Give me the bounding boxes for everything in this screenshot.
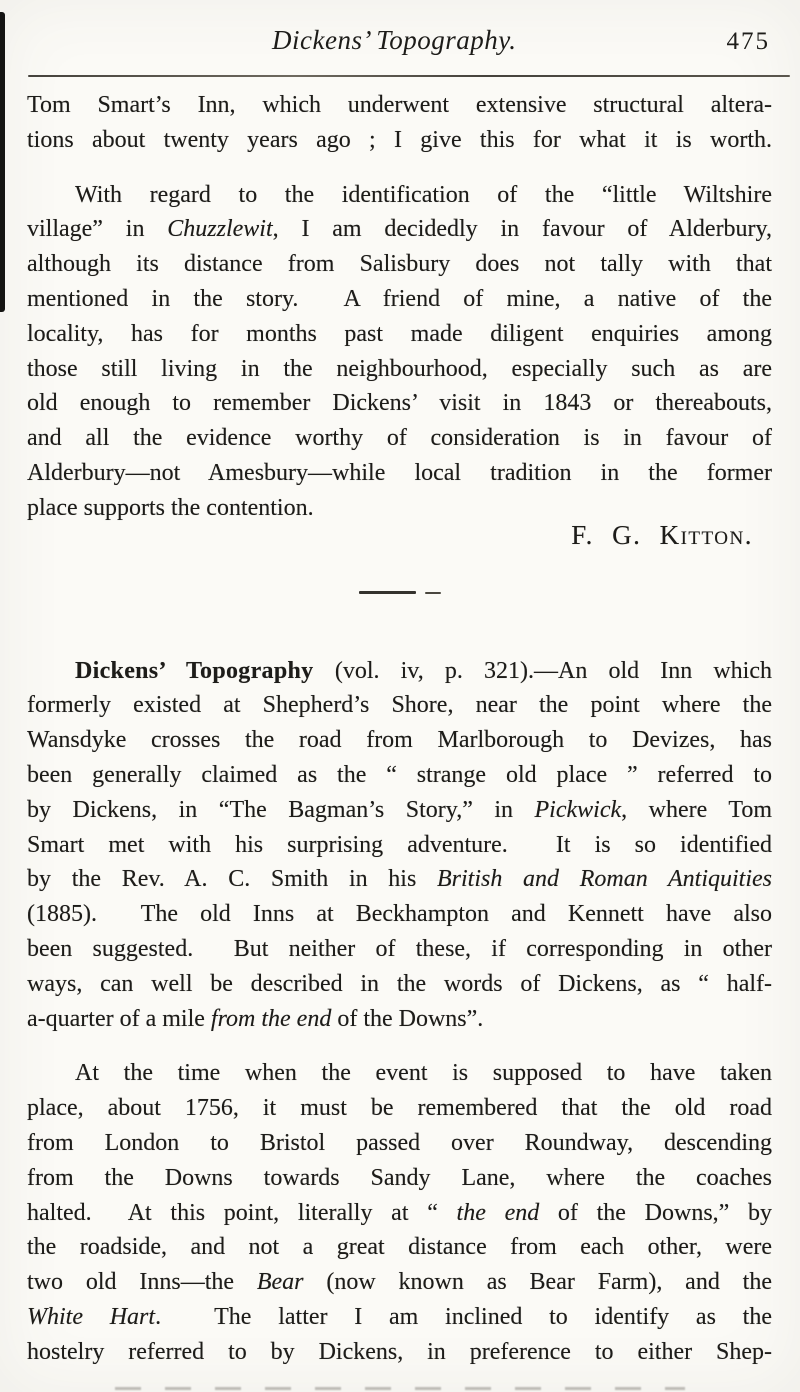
text-line — [27, 212, 772, 247]
text-segment: although its distance from Salisbury does not tally with that — [27, 251, 772, 278]
text-line — [27, 967, 772, 1002]
text-line — [27, 282, 772, 317]
text-segment: (now known as Bear Farm), and the — [303, 1269, 772, 1296]
text-segment: of the Downs,” by — [539, 1199, 773, 1226]
paragraph — [27, 654, 772, 1037]
text-line — [27, 688, 772, 723]
scan-artifact-bottom-edge — [115, 1387, 685, 1390]
italic-text: Chuzzlewit — [167, 216, 273, 243]
page-number: 475 — [726, 28, 770, 55]
text-segment: Wansdyke crosses the road from Marlborough to Devizes, has — [27, 727, 772, 754]
text-line — [27, 317, 772, 352]
text-line — [27, 1126, 772, 1161]
text-line — [27, 88, 772, 123]
text-line — [27, 1300, 772, 1335]
text-line — [27, 1091, 772, 1126]
text-line — [27, 123, 772, 158]
section-divider — [27, 590, 772, 596]
bold-text: Dickens’ Topography — [75, 657, 335, 684]
text-line — [27, 1335, 772, 1370]
text-line — [27, 386, 772, 421]
paragraph — [27, 88, 772, 158]
text-line — [27, 421, 772, 456]
scan-artifact-left-edge — [0, 12, 5, 312]
italic-text: the end — [456, 1199, 540, 1226]
text-line — [27, 723, 772, 758]
italic-text: British and Roman Antiquities — [437, 866, 772, 893]
text-segment: With regard to the identification of the “little Wiltshire — [75, 181, 772, 208]
text-segment: been suggested. But neither of these, if corresponding in other — [27, 935, 772, 962]
text-line — [27, 758, 772, 793]
text-segment: mentioned in the story. A friend of mine, a native of the — [27, 285, 772, 312]
text-line — [27, 1161, 772, 1196]
text-segment: Smart met with his surprising adventure. It is so identified — [27, 831, 772, 858]
divider-dash-short — [425, 592, 441, 594]
text-segment: by Dickens, in “The Bagman’s Story,” in — [27, 796, 535, 823]
paragraph — [27, 178, 772, 526]
text-line — [27, 1230, 772, 1265]
text-line — [27, 1056, 772, 1091]
text-line — [27, 654, 772, 689]
italic-text: Bear — [256, 1269, 304, 1296]
paragraph — [27, 1056, 772, 1369]
text-line — [27, 793, 772, 828]
text-segment: tions about twenty years ago ; I give this for what it is worth. — [27, 126, 772, 153]
text-line — [27, 862, 772, 897]
text-segment: , I am decidedly in favour of Alderbury, — [272, 216, 772, 243]
text-segment: Alderbury—not Amesbury—while local tradition in the former — [27, 459, 772, 486]
italic-text: from the end — [210, 1005, 332, 1032]
text-segment: hostelry referred to by Dickens, in preference to either Shep- — [27, 1338, 772, 1365]
text-segment: village” in — [27, 216, 168, 243]
text-line — [27, 178, 772, 213]
text-line — [27, 1002, 772, 1037]
text-segment: At the time when the event is supposed to have taken — [75, 1060, 772, 1087]
text-segment: place, about 1756, it must be remembered that the old road — [27, 1095, 772, 1122]
text-line — [27, 247, 772, 282]
text-line — [27, 897, 772, 932]
text-segment: a-quarter of a mile — [27, 1005, 211, 1032]
text-segment: Tom Smart’s Inn, which underwent extensive structural altera- — [27, 92, 772, 118]
text-segment: . The latter I am inclined to identify as the — [155, 1303, 772, 1330]
text-segment: those still living in the neighbourhood, especially such as are — [27, 355, 772, 382]
text-segment: by the Rev. A. C. Smith in his — [27, 866, 438, 893]
text-segment: been generally claimed as the “ strange old place ” referred to — [27, 761, 772, 788]
text-segment: the roadside, and not a great distance from each other, were — [27, 1234, 772, 1261]
running-header-title: Dickens’ Topography. — [272, 25, 517, 55]
text-line — [27, 828, 772, 863]
document-body — [27, 88, 772, 1370]
italic-text: Pickwick — [534, 796, 622, 823]
text-segment: (1885). The old Inns at Beckhampton and Kennett have also — [27, 901, 772, 928]
text-segment: old enough to remember Dickens’ visit in 1843 or thereabouts, — [27, 390, 772, 417]
italic-text: White Hart — [27, 1303, 156, 1330]
text-line — [27, 932, 772, 967]
text-segment: , where Tom — [621, 796, 772, 823]
text-segment: formerly existed at Shepherd’s Shore, near the point where the — [27, 692, 772, 719]
text-segment: locality, has for months past made diligent enquiries among — [27, 320, 772, 347]
text-segment: of the Downs”. — [331, 1005, 484, 1032]
text-segment: from London to Bristol passed over Roundway, descending — [27, 1129, 772, 1156]
text-segment: place supports the contention. — [27, 494, 314, 521]
text-line — [27, 352, 772, 387]
divider-dash-long — [359, 591, 416, 594]
text-segment: ways, can well be described in the words of Dickens, as “ half- — [27, 970, 772, 997]
header-rule — [28, 75, 790, 77]
text-line — [27, 1196, 772, 1231]
text-segment: two old Inns—the — [27, 1269, 257, 1296]
text-line — [27, 456, 772, 491]
text-segment: halted. At this point, literally at “ — [27, 1199, 457, 1226]
text-line — [27, 1265, 772, 1300]
text-segment: from the Downs towards Sandy Lane, where the coaches — [27, 1164, 772, 1191]
text-segment: and all the evidence worthy of consideration is in favour of — [27, 425, 772, 452]
text-segment: (vol. iv, p. 321).—An old Inn which — [334, 657, 772, 684]
author-signature: F. G. Kitton. — [571, 519, 753, 550]
